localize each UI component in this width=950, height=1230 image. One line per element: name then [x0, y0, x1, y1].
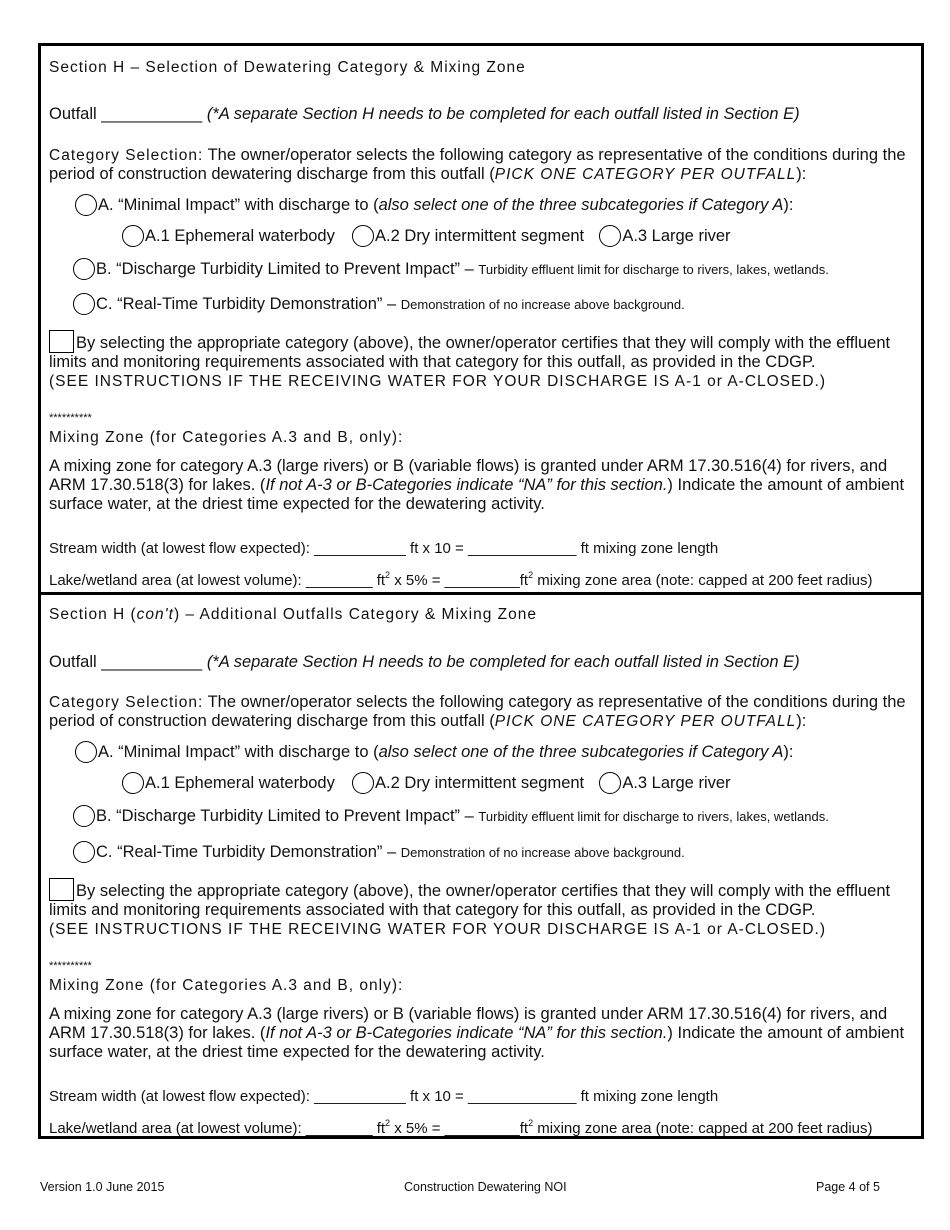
option-c [73, 293, 685, 315]
certify-checkbox[interactable] [49, 330, 74, 353]
section-heading: Section H – Selection of Dewatering Category & Mixing Zone [49, 59, 526, 76]
lake-text-b: x 5% = _________ft [390, 1120, 529, 1137]
option-a [75, 741, 793, 763]
category-text-end: ): [796, 165, 807, 183]
outfall-line [49, 104, 800, 124]
radio-a2[interactable] [352, 225, 374, 247]
lake-text-c: mixing zone area (note: capped at 200 feet radius) [533, 1120, 873, 1137]
certify-text: By selecting the appropriate category (above), the owner/operator certifies that they will comply with the effluent limits and monitoring requirements associated with that category for this outfall, as provided in the CDGP. [49, 334, 891, 371]
option-c-label: C. “Real-Time Turbidity Demonstration” – [96, 295, 397, 313]
mixing-text-a: A mixing zone for category A.3 (large rivers) or B (variable flows) is granted under ARM 17.30.516(4) for rivers, and ARM 17.30.518(3) for lakes. ( [49, 457, 888, 494]
radio-category-b[interactable] [73, 805, 95, 827]
option-b [73, 805, 829, 827]
sub-a2-label: A.2 Dry intermittent segment [375, 227, 585, 245]
category-label: Category Selection: [49, 694, 204, 711]
certification [49, 878, 915, 939]
option-c-note: Demonstration of no increase above background. [400, 845, 685, 860]
sub-a1-label: A.1 Ephemeral waterbody [145, 774, 335, 792]
separator-stars: ********** [49, 412, 92, 424]
radio-category-c[interactable] [73, 293, 95, 315]
outfall-label: Outfall ___________ [49, 653, 203, 671]
mixing-heading: Mixing Zone (for Categories A.3 and B, only): [49, 977, 404, 994]
footer-title: Construction Dewatering NOI [404, 1180, 567, 1194]
mixing-italic: If not A-3 or B-Categories indicate “NA” for this section. [265, 476, 668, 494]
radio-a3[interactable] [599, 225, 621, 247]
option-b-note: Turbidity effluent limit for discharge to rivers, lakes, wetlands. [478, 262, 829, 277]
outfall-label: Outfall ___________ [49, 105, 203, 123]
lake-exponent-1: 2 [385, 1118, 391, 1128]
option-a-italic: also select one of the three subcategories if Category A [378, 196, 784, 214]
option-a-end: ): [783, 743, 794, 761]
lake-exponent-2: 2 [528, 570, 534, 580]
lake-text-c: mixing zone area (note: capped at 200 feet radius) [533, 572, 873, 589]
heading-b: ) – Additional Outfalls Category & Mixing Zone [173, 606, 537, 623]
mixing-text-b: ) Indicate the amount of ambient surface water, at the driest time expected for the dewatering activity. [49, 476, 905, 513]
mixing-italic: If not A-3 or B-Categories indicate “NA” for this section. [265, 1024, 668, 1042]
sub-a1-label: A.1 Ephemeral waterbody [145, 227, 335, 245]
certify-caps: (SEE INSTRUCTIONS IF THE RECEIVING WATER FOR YOUR DISCHARGE IS A-1 or A-CLOSED.) [49, 373, 827, 390]
certify-caps: (SEE INSTRUCTIONS IF THE RECEIVING WATER FOR YOUR DISCHARGE IS A-1 or A-CLOSED.) [49, 921, 827, 938]
outfall-note: (*A separate Section H needs to be completed for each outfall listed in Section E) [206, 653, 800, 671]
category-selection [49, 146, 915, 184]
radio-a3[interactable] [599, 772, 621, 794]
separator-stars: ********** [49, 960, 92, 972]
sub-a2-label: A.2 Dry intermittent segment [375, 774, 585, 792]
radio-category-c[interactable] [73, 841, 95, 863]
outfall-note: (*A separate Section H needs to be completed for each outfall listed in Section E) [206, 105, 800, 123]
category-pick: PICK ONE CATEGORY PER OUTFALL [494, 713, 797, 730]
stream-width-line: Stream width (at lowest flow expected): ___________ ft x 10 = _____________ ft mixing zone length [49, 1088, 719, 1105]
lake-exponent-2: 2 [528, 1118, 534, 1128]
radio-category-a[interactable] [75, 194, 97, 216]
option-c [73, 841, 685, 863]
form-frame [38, 43, 924, 1139]
category-selection [49, 693, 915, 731]
lake-exponent-1: 2 [385, 570, 391, 580]
option-b [73, 258, 829, 280]
outfall-line [49, 652, 800, 672]
option-b-note: Turbidity effluent limit for discharge to rivers, lakes, wetlands. [478, 809, 829, 824]
section-h [41, 46, 921, 592]
category-text: The owner/operator selects the following category as representative of the conditions during the period of construction dewatering discharge from this outfall ( [49, 693, 906, 730]
option-a-label: A. “Minimal Impact” with discharge to ( [98, 196, 379, 214]
heading-italic: con't [136, 606, 174, 623]
option-b-label: B. “Discharge Turbidity Limited to Prevent Impact” – [96, 260, 474, 278]
stream-width-line: Stream width (at lowest flow expected): ___________ ft x 10 = _____________ ft mixing zone length [49, 540, 719, 557]
footer-page-number: Page 4 of 5 [816, 1180, 880, 1194]
mixing-text-b: ) Indicate the amount of ambient surface water, at the driest time expected for the dewatering activity. [49, 1024, 905, 1061]
option-a [75, 194, 793, 216]
section-heading [49, 605, 537, 625]
certify-checkbox[interactable] [49, 878, 74, 901]
option-a-italic: also select one of the three subcategories if Category A [378, 743, 784, 761]
option-c-label: C. “Real-Time Turbidity Demonstration” – [96, 843, 397, 861]
mixing-heading: Mixing Zone (for Categories A.3 and B, only): [49, 429, 404, 446]
section-h-continued [41, 592, 921, 1136]
category-text: The owner/operator selects the following category as representative of the conditions during the period of construction dewatering discharge from this outfall ( [49, 146, 906, 183]
certification [49, 330, 915, 391]
option-a-label: A. “Minimal Impact” with discharge to ( [98, 743, 379, 761]
certify-text: By selecting the appropriate category (above), the owner/operator certifies that they will comply with the effluent limits and monitoring requirements associated with that category for this outfall, as provided in the CDGP. [49, 882, 891, 919]
radio-category-a[interactable] [75, 741, 97, 763]
category-text-end: ): [796, 712, 807, 730]
lake-text-b: x 5% = _________ft [390, 572, 529, 589]
sub-a3-label: A.3 Large river [622, 774, 731, 792]
category-label: Category Selection: [49, 147, 204, 164]
lake-text-a: Lake/wetland area (at lowest volume): ________ ft [49, 1120, 386, 1137]
option-c-note: Demonstration of no increase above background. [400, 297, 685, 312]
heading-a: Section H ( [49, 606, 137, 623]
category-pick: PICK ONE CATEGORY PER OUTFALL [494, 166, 797, 183]
option-a-end: ): [783, 196, 794, 214]
lake-area-line [49, 566, 872, 590]
lake-area-line [49, 1114, 872, 1138]
subcategory-row [122, 225, 731, 247]
radio-a1[interactable] [122, 225, 144, 247]
lake-text-a: Lake/wetland area (at lowest volume): ________ ft [49, 572, 386, 589]
option-b-label: B. “Discharge Turbidity Limited to Prevent Impact” – [96, 807, 474, 825]
mixing-text [49, 1005, 915, 1062]
mixing-text-a: A mixing zone for category A.3 (large rivers) or B (variable flows) is granted under ARM 17.30.516(4) for rivers, and ARM 17.30.518(3) for lakes. ( [49, 1005, 888, 1042]
subcategory-row [122, 772, 731, 794]
radio-a2[interactable] [352, 772, 374, 794]
radio-category-b[interactable] [73, 258, 95, 280]
footer-version: Version 1.0 June 2015 [40, 1180, 165, 1194]
mixing-text [49, 457, 915, 514]
sub-a3-label: A.3 Large river [622, 227, 731, 245]
radio-a1[interactable] [122, 772, 144, 794]
